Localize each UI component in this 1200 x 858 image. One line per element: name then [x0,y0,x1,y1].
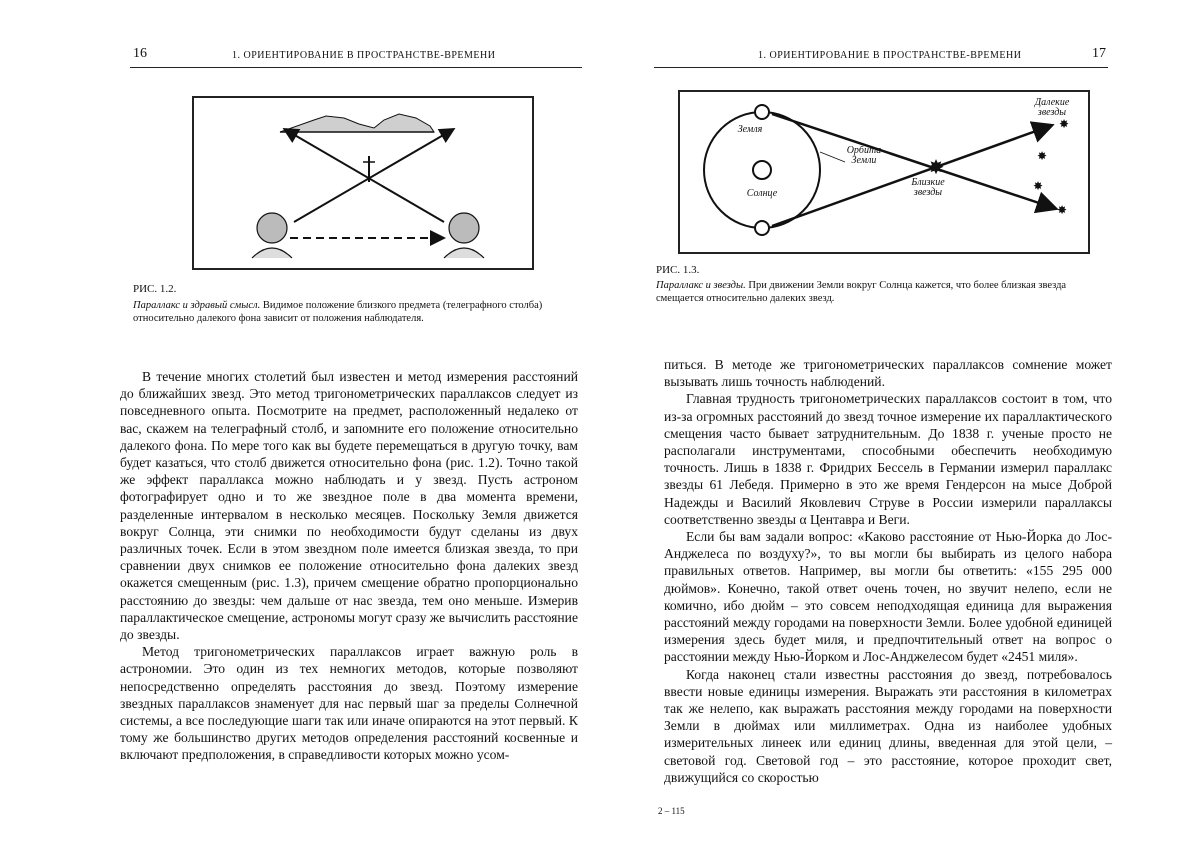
figure-1-2-caption-title: Параллакс и здравый смысл. [133,300,261,311]
right-header-rule [654,67,1108,68]
left-header-rule [130,67,582,68]
right-page [600,0,1200,858]
parallax-common-sense-diagram [194,98,532,268]
left-running-header: 1. ОРИЕНТИРОВАНИЕ В ПРОСТРАНСТВЕ-ВРЕМЕНИ [232,50,496,61]
sun-label: Солнце [746,188,778,199]
far-star-icon-1: ✸ [1058,117,1070,131]
parallax-stars-diagram [680,92,1088,252]
figure-1-3-caption [656,279,1108,305]
figure-1-3-caption-text: При движении Земли вокруг Солнца кажется, что более близкая звезда смещается относительно далеких звезд. [656,280,1067,304]
left-page-number: 16 [133,46,147,61]
right-body-text [664,356,1112,786]
near-stars-label: Близкие звезды [911,178,945,198]
figure-1-2-caption [133,299,583,325]
near-star-icon: ✸ [927,157,945,179]
orbit-label: Орбита Земли [846,146,882,166]
far-star-icon-2: ✸ [1036,149,1048,163]
left-paragraph-1: В течение многих столетий был известен и метод измерения расстояний до ближайших звезд. Это метод тригонометрических параллаксов следует из повседневного опыта. Посмотрите на предмет, расположенный недалеко от вас, скажем на телеграфный столб, и запомните его положение относительно далекого фона. По мере того как вы будете перемещаться в другую точку, вам будет казаться, что столб движется относительно фона (рис. 1.2). Точно такой же эффект параллакса можно наблюдать и у звезд. Пусть астроном фотографирует одно и то же звездное поле в два момента времени, разделенные интервалом в несколько месяцев. Поскольку Земля движется вокруг Солнца, эти снимки по необходимости будут сделаны из двух различных точек. Если в этом звездном поле имеется близкая звезда, то при сравнении двух снимков ее положение относительно фона далеких звезд окажется смещенным (рис. 1.3), причем смещение обратно пропорционально расстоянию до звезды: чем дальше от нас звезда, тем оно меньше. Измерив параллактическое смещение, астрономы могут сразу же вычислить расстояние до звезды. [120,369,578,643]
right-paragraph-4: Когда наконец стали известны расстояния до звезд, потребовалось ввести новые единицы измерения. Выражать эти расстояния в километрах так же нелепо, как выражать расстояния между городами на поверхности Земли в дюймах или миллиметрах. Одна из наиболее удобных измерительных линеек или единиц длины, введенная для этой цели, – световой год. Световой год – это расстояние, которое проходит свет, движущийся со скоростью [664,666,1112,785]
far-star-icon-4: ✸ [1056,203,1068,217]
figure-1-3-label: РИС. 1.3. [656,264,700,276]
distant-hills [280,114,434,132]
sun [753,161,771,179]
right-paragraph-3: Если бы вам задали вопрос: «Каково расстояние от Нью-Йорка до Лос-Анджелеса по воздуху?», то вы могли бы выбирать из целого набора правильных ответов. Например, вы могли бы ответить: «155 295 000 дюймов». Конечно, такой ответ очень точен, но звучит нелепо, если не комично, ибо дюйм – это совсем неподходящая единица для выражения расстояний между городами на поверхности Земли. Более удобной единицей измерения здесь будет миля, и предпочтительный ответ на вопрос о расстоянии между Нью-Йорком и Лос-Анджелесом будет «2451 миля». [664,529,1112,665]
left-body-text [120,368,578,764]
earth-label: Земля [737,124,763,135]
left-paragraph-2: Метод тригонометрических параллаксов играет важную роль в астрономии. Это один из тех немногих методов, которые позволяют непосредственно определять расстояния до звезд. Поэтому измерение звездных параллаксов знаменует для нас первый шаг за пределы Солнечной системы, а все последующие шаги так или иначе опираются на этот первый. К тому же большинство других методов определения расстояний косвенные и включают предположения, в справедливости которых можно усом- [120,644,578,763]
sight-line-bottom [772,126,1050,226]
earth-bottom [755,221,769,235]
figure-1-3-caption-title: Параллакс и звезды. [656,280,746,291]
figure-1-3 [678,90,1090,254]
figure-1-2-label: РИС. 1.2. [133,283,177,295]
far-stars-label: Далекие звезды [1034,98,1070,118]
right-running-header: 1. ОРИЕНТИРОВАНИЕ В ПРОСТРАНСТВЕ-ВРЕМЕНИ [758,50,1022,61]
figure-1-2-caption-text: Видимое положение близкого предмета (телеграфного столба) относительно далекого фона зависит от положения наблюдателя. [133,300,543,324]
printer-signature: 2 – 115 [658,806,685,816]
right-paragraph-2: Главная трудность тригонометрических параллаксов состоит в том, что из-за огромных расстояний до звезд точное измерение их параллактического смещения часто бывает затруднительным. До 1838 г. ученые просто не располагали инструментами, способными обеспечить необходимую точность. Лишь в 1838 г. Фридрих Бессель в Германии измерил параллакс звезды 61 Лебедя. Примерно в это же время Гендерсон на мысе Доброй Надежды и Василий Яковлевич Струве в России измерили параллаксы соответственно звезды α Центавра и Веги. [664,391,1112,527]
earth-top [755,105,769,119]
observer-left [252,213,292,258]
sight-line-right [286,130,444,222]
figure-1-2 [192,96,534,270]
far-star-icon-3: ✸ [1032,179,1044,193]
right-paragraph-1: питься. В методе же тригонометрических параллаксов сомнение может вызывать лишь точность наблюдений. [664,357,1112,390]
observer-right [444,213,484,258]
sight-line-left [294,130,452,222]
right-page-number: 17 [1092,46,1106,61]
